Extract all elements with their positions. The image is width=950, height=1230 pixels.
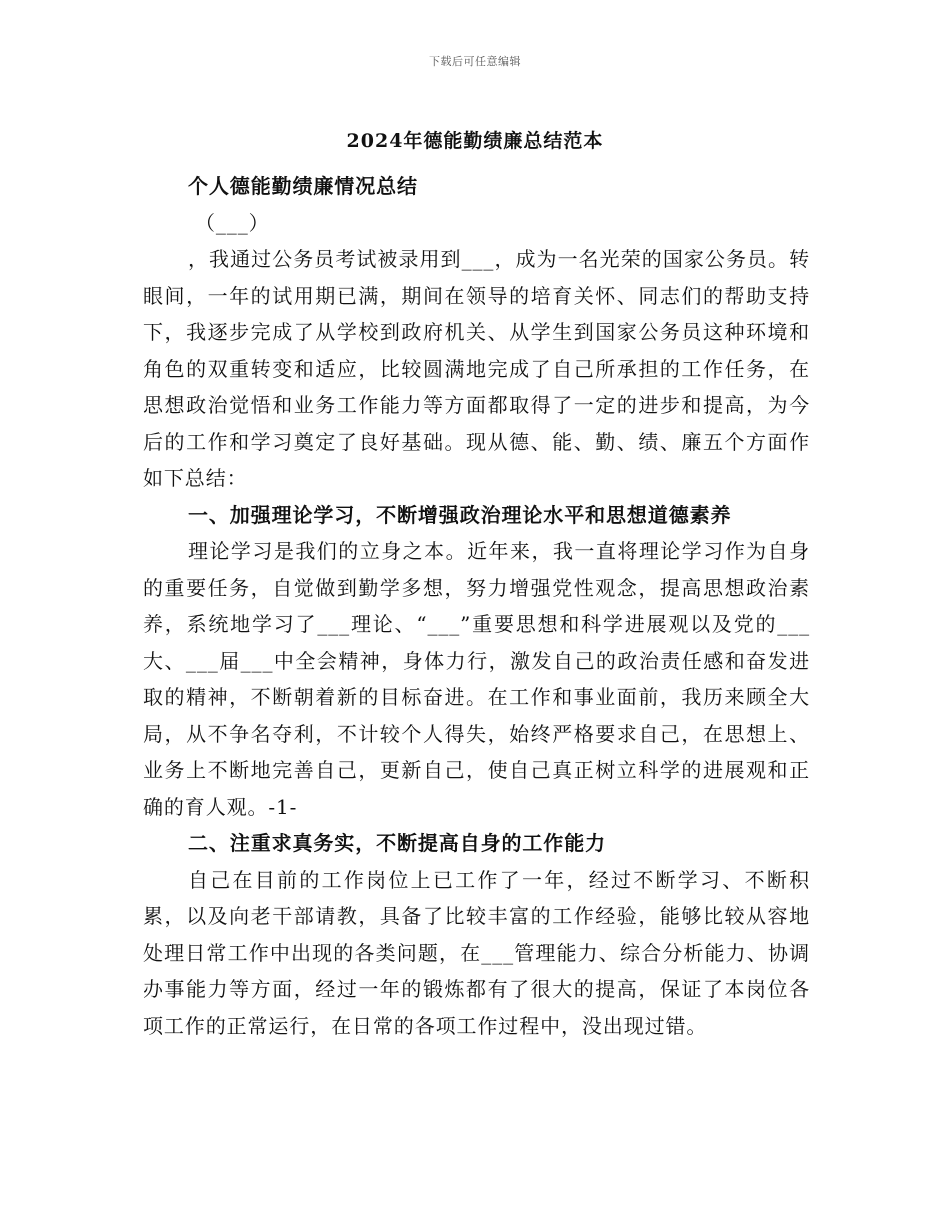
date-blank: （___） [195,210,270,235]
document-body [143,168,810,1044]
intro-paragraph: ，我通过公务员考试被录用到___，成为一名光荣的国家公务员。转眼间，一年的试用期已满，期间在领导的培育关怀、同志们的帮助支持下，我逐步完成了从学校到政府机关、从学生到国家公务员这种环境和角色的双重转变和适应，比较圆满地完成了自己所承担的工作任务，在思想政治觉悟和业务工作能力等方面都取得了一定的进步和提高，为今后的工作和学习奠定了良好基础。现从德、能、勤、绩、廉五个方面作如下总结： [143,247,810,490]
document-title: 2024年德能勤绩廉总结范本 [346,130,604,152]
section-2-heading: 二、注重求真务实，不断提高自身的工作能力 [188,831,606,855]
section-1-heading: 一、加强理论学习，不断增强政治理论水平和思想道德素养 [188,502,732,527]
header-note: 下载后可任意编辑 [429,55,521,68]
section-2-paragraph: 自己在目前的工作岗位上已工作了一年，经过不断学习、不断积累，以及向老干部请教，具备了比较丰富的工作经验，能够比较从容地处理日常工作中出现的各类问题，在___管理能力、综合分析能力、协调办事能力等方面，经过一年的锻炼都有了很大的提高，保证了本岗位各项工作的正常运行，在日常的各项工作过程中，没出现过错。 [143,867,810,1038]
document-subtitle: 个人德能勤绩廉情况总结 [188,174,418,198]
section-1-paragraph: 理论学习是我们的立身之本。近年来，我一直将理论学习作为自身的重要任务，自觉做到勤学多想，努力增强党性观念，提高思想政治素养，系统地学习了___理论、“___”重要思想和科学进展观以及党的___大、___届___中全会精神，身体力行，激发自己的政治责任感和奋发进取的精神，不断朝着新的目标奋进。在工作和事业面前，我历来顾全大局，从不争名夺利，不计较个人得失，始终严格要求自己，在思想上、业务上不断地完善自己，更新自己，使自己真正树立科学的进展观和正确的育人观。-1- [143,539,810,819]
